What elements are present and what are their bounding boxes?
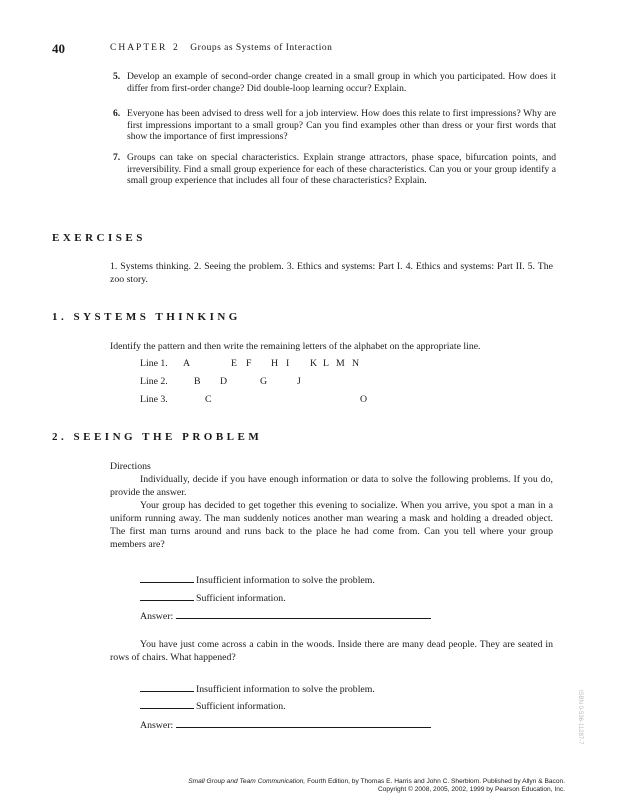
exercises-heading: EXERCISES (52, 232, 146, 244)
chapter-label: CHAPTER (110, 43, 168, 53)
letter: K (310, 358, 318, 369)
pattern-line-3 (140, 394, 380, 407)
systems-thinking-instruction: Identify the pattern and then write the remaining letters of the alphabet on the appropriate line. (110, 341, 481, 352)
chapter-title: Groups as Systems of Interaction (190, 43, 333, 53)
letter: I (286, 358, 290, 369)
letter: G (260, 376, 268, 387)
option-label: Sufficient information. (196, 701, 286, 712)
letter: N (352, 358, 360, 369)
question-number: 7. (113, 152, 121, 163)
footer-publication: Fourth Edition, by Thomas E. Harris and John C. Sherblom. Published by Allyn & Bacon. (307, 778, 565, 785)
answer-row (140, 609, 431, 622)
question-text: Groups can take on special characteristics. Explain strange attractors, phase space, bifurcation points, and irreversibility. Find a small group experience for each of these characteristics. Can you or your group identify a small group experience that includes all four of these characteristics? Explain. (127, 152, 556, 186)
option-sufficient (140, 699, 286, 712)
letter: E (231, 358, 237, 369)
question-number: 6. (113, 108, 121, 119)
line-label: Line 3. (140, 394, 168, 405)
scenario-1: Your group has decided to get together this evening to socialize. When you arrive, you spot a man in a uniform running away. The man suddenly notices another man wearing a mask and holding a dreaded object. The first man turns around and runs back to the place he had come from. Can you tell where your group members are? (110, 500, 553, 550)
chapter-number: 2 (173, 43, 179, 53)
answer-line[interactable] (176, 718, 431, 728)
letter: J (297, 376, 301, 387)
answer-label: Answer: (140, 611, 174, 622)
footer-line-1 (188, 778, 565, 785)
letter: M (336, 358, 345, 369)
chapter-header (110, 43, 332, 53)
blank-line[interactable] (140, 699, 194, 709)
systems-thinking-heading: 1. SYSTEMS THINKING (52, 311, 241, 323)
option-label: Sufficient information. (196, 593, 286, 604)
footer-book-title: Small Group and Team Communication, (188, 778, 306, 785)
letter: F (246, 358, 252, 369)
line-label: Line 2. (140, 376, 168, 387)
exercises-list: 1. Systems thinking. 2. Seeing the problem. 3. Ethics and systems: Part I. 4. Ethics and systems: Part II. 5. The zoo story. (110, 261, 553, 285)
letter: O (360, 394, 368, 405)
question-text: Everyone has been advised to dress well for a job interview. How does this relate to first impressions? Why are first impressions important to a small group? Can you find examples other than dress or your first words that show the importance of first impressions? (127, 108, 556, 142)
question-item (113, 108, 556, 143)
blank-line[interactable] (140, 591, 194, 601)
blank-line[interactable] (140, 682, 194, 692)
question-item (113, 152, 556, 187)
letter: L (323, 358, 329, 369)
answer-line[interactable] (176, 609, 431, 619)
letter: H (271, 358, 279, 369)
isbn-side-text: ISBN 0-536-11287-7 (577, 690, 583, 745)
option-label: Insufficient information to solve the problem. (196, 684, 375, 695)
letter: A (183, 358, 191, 369)
letter: C (205, 394, 212, 405)
directions-label: Directions (110, 461, 151, 472)
seeing-problem-heading: 2. SEEING THE PROBLEM (52, 431, 263, 443)
question-item (113, 71, 556, 94)
blank-line[interactable] (140, 573, 194, 583)
option-sufficient (140, 591, 286, 604)
letter: D (220, 376, 228, 387)
line-label: Line 1. (140, 358, 168, 369)
letter: B (194, 376, 201, 387)
answer-row (140, 718, 431, 731)
pattern-line-1 (140, 358, 380, 371)
question-number: 5. (113, 71, 121, 82)
footer-copyright: Copyright © 2008, 2005, 2002, 1999 by Pearson Education, Inc. (377, 786, 565, 793)
option-label: Insufficient information to solve the problem. (196, 575, 375, 586)
option-insufficient (140, 573, 375, 586)
question-text: Develop an example of second-order change created in a small group in which you participated. How does it differ from first-order change? Did double-loop learning occur? Explain. (127, 71, 556, 94)
page-number: 40 (52, 41, 65, 56)
option-insufficient (140, 682, 375, 695)
pattern-line-2 (140, 376, 380, 389)
directions-text: Individually, decide if you have enough information or data to solve the following problems. If you do, provide the answer. (110, 474, 553, 498)
scenario-2: You have just come across a cabin in the woods. Inside there are many dead people. They are seated in rows of chairs. What happened? (110, 639, 553, 663)
answer-label: Answer: (140, 720, 174, 731)
